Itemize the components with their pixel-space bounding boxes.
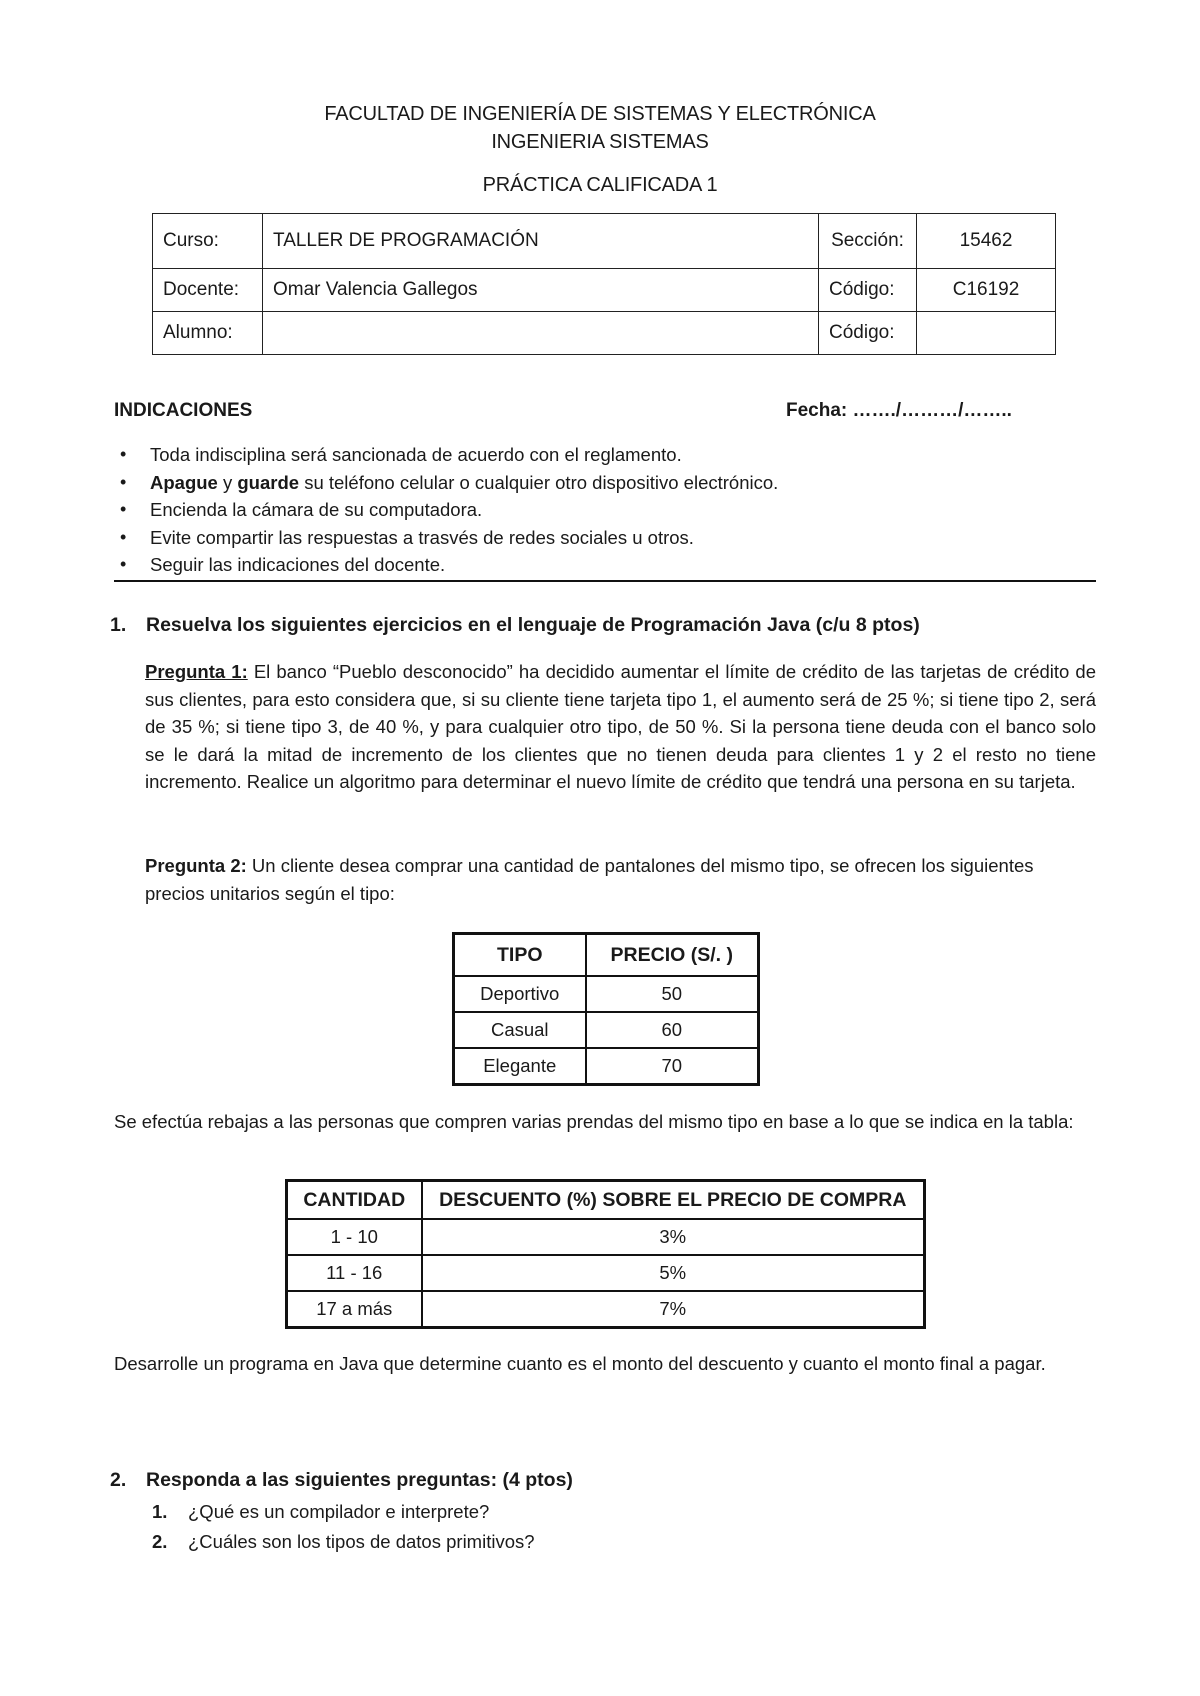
table-row <box>454 976 759 1012</box>
table-row <box>454 1012 759 1048</box>
alumno-codigo-label: Código: <box>819 312 917 355</box>
column-header: CANTIDAD <box>287 1181 422 1220</box>
docente-value: Omar Valencia Gallegos <box>263 269 819 312</box>
section-1-title: Resuelva los siguientes ejercicios en el lenguaje de Programación Java (c/u 8 ptos) <box>146 614 920 636</box>
table-cell: 17 a más <box>287 1291 422 1328</box>
section-2-number: 2. <box>110 1469 127 1491</box>
table-cell: 70 <box>586 1048 759 1085</box>
fecha-field: Fecha: ……./………/…….. <box>786 400 1012 421</box>
section-2-title: Responda a las siguientes preguntas: (4 ptos) <box>146 1469 573 1491</box>
question-1-label: Pregunta 1: <box>145 661 248 682</box>
table-cell: 1 - 10 <box>287 1219 422 1255</box>
curso-label: Curso: <box>153 214 263 269</box>
table-cell: Deportivo <box>454 976 586 1012</box>
curso-value: TALLER DE PROGRAMACIÓN <box>263 214 819 269</box>
question-2 <box>145 852 1096 907</box>
course-info-table <box>152 213 1056 355</box>
list-item: • Seguir las indicaciones del docente. <box>114 551 778 579</box>
item-text: ¿Qué es un compilador e interprete? <box>188 1501 490 1522</box>
table-row <box>287 1291 925 1328</box>
seccion-label: Sección: <box>819 214 917 269</box>
table-cell: 60 <box>586 1012 759 1048</box>
question-1-text: El banco “Pueblo desconocido” ha decidido aumentar el límite de crédito de las tarjetas de crédito de sus clientes, para esto considera que, si su cliente tiene tarjeta tipo 1, el aumento será de 25 %; si tiene tipo 2, será de 35 %; si tiene tipo 3, de 40 %, y para cualquier otro tipo, de 50 %. Si la persona tiene deuda con el banco solo se le dará la mitad de incremento de los clientes que no tienen deuda para clientes 1 y 2 el resto no tiene incremento. Realice un algoritmo para determinar el nuevo límite de crédito que tendrá una persona en su tarjeta. <box>145 661 1096 792</box>
table-row <box>454 1048 759 1085</box>
docente-label: Docente: <box>153 269 263 312</box>
docente-codigo-label: Código: <box>819 269 917 312</box>
alumno-label: Alumno: <box>153 312 263 355</box>
guarde-bold: guarde <box>237 471 300 493</box>
table-cell: 7% <box>422 1291 925 1328</box>
list-item-text: su teléfono celular o cualquier otro dispositivo electrónico. <box>299 471 779 493</box>
docente-codigo-value: C16192 <box>917 269 1056 312</box>
column-header: DESCUENTO (%) SOBRE EL PRECIO DE COMPRA <box>422 1181 925 1220</box>
list-item <box>152 1497 535 1527</box>
alumno-row <box>153 312 1056 355</box>
table-cell: 50 <box>586 976 759 1012</box>
discount-table <box>285 1179 926 1329</box>
price-table <box>452 932 760 1086</box>
list-item <box>152 1527 535 1557</box>
question-2-text: Un cliente desea comprar una cantidad de pantalones del mismo tipo, se ofrecen los siguientes precios unitarios según el tipo: <box>145 855 1034 904</box>
course-row <box>153 214 1056 269</box>
section-1-heading <box>110 614 920 637</box>
list-item: • Encienda la cámara de su computadora. <box>114 496 778 524</box>
faculty-heading: FACULTAD DE INGENIERÍA DE SISTEMAS Y ELECTRÓNICA <box>324 103 876 125</box>
section-1-number: 1. <box>110 614 127 636</box>
alumno-codigo-field[interactable] <box>917 312 1056 355</box>
column-header: TIPO <box>454 934 586 977</box>
table-cell: 5% <box>422 1255 925 1291</box>
table-cell: Elegante <box>454 1048 586 1085</box>
indicaciones-list <box>114 441 778 579</box>
question-1 <box>145 658 1096 796</box>
table-cell: 3% <box>422 1219 925 1255</box>
docente-row <box>153 269 1056 312</box>
table-row <box>287 1255 925 1291</box>
list-item: • Evite compartir las respuestas a trasvés de redes sociales u otros. <box>114 524 778 552</box>
table-row <box>287 1219 925 1255</box>
item-text: ¿Cuáles son los tipos de datos primitivos? <box>188 1531 535 1552</box>
table-header-row <box>287 1181 925 1220</box>
divider <box>114 580 1096 582</box>
discount-intro: Se efectúa rebajas a las personas que compren varias prendas del mismo tipo en base a lo que se indica en la tabla: <box>114 1111 1074 1132</box>
apague-bold: Apague <box>150 471 218 493</box>
table-cell: Casual <box>454 1012 586 1048</box>
seccion-value: 15462 <box>917 214 1056 269</box>
list-item-text: y <box>217 471 238 493</box>
alumno-name-field[interactable] <box>263 312 819 355</box>
item-number: 2. <box>152 1531 168 1552</box>
list-item <box>114 469 778 497</box>
closing-instruction: Desarrolle un programa en Java que determine cuanto es el monto del descuento y cuanto el monto final a pagar. <box>114 1353 1046 1374</box>
section-2-heading <box>110 1469 573 1492</box>
indicaciones-title: INDICACIONES <box>114 400 253 421</box>
section-2-list <box>152 1497 535 1557</box>
exam-title: PRÁCTICA CALIFICADA 1 <box>482 174 718 196</box>
table-header-row <box>454 934 759 977</box>
question-2-label: Pregunta 2: <box>145 855 247 876</box>
table-cell: 11 - 16 <box>287 1255 422 1291</box>
program-heading: INGENIERIA SISTEMAS <box>491 131 709 153</box>
item-number: 1. <box>152 1501 168 1522</box>
list-item: • Toda indisciplina será sancionada de acuerdo con el reglamento. <box>114 441 778 469</box>
column-header: PRECIO (S/. ) <box>586 934 759 977</box>
